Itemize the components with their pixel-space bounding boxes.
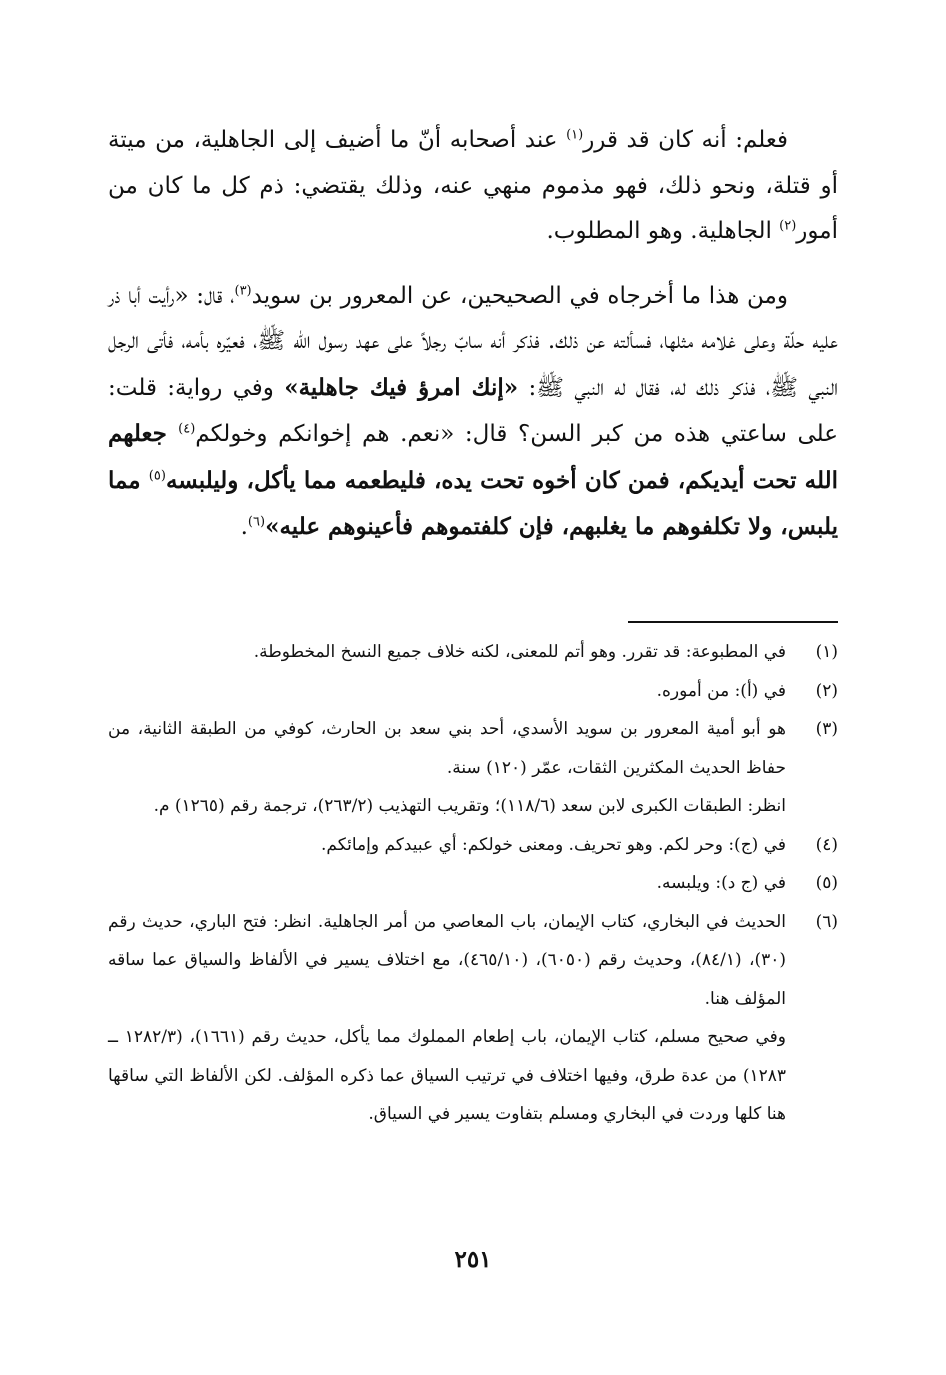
footnote-ref-6: (٦) xyxy=(247,514,266,530)
paragraph-2-text-d: . xyxy=(240,514,248,540)
footnote-paragraph: هو أبو أمية المعرور بن سويد الأسدي، أحد بني سعد بن الحارث، كوفي من الطبقة الثانية، من حفاظ الحديث المكثرين الثقات، عمّر (١٢٠) سنة. xyxy=(108,719,786,778)
footnote-3 xyxy=(108,710,838,826)
paragraph-1-text-c: الجاهلية. وهو المطلوب. xyxy=(546,218,780,244)
hadith-quote-bold-2: جعلهم الله تحت أيديكم، فمن كان أخوه تحت يده، فليطعمه مما يأكل، وليلبسه xyxy=(108,420,838,494)
footnote-number: (٤) xyxy=(815,834,838,855)
main-text xyxy=(108,118,838,551)
footnote-number: (٢) xyxy=(815,680,838,701)
footnote-text xyxy=(108,710,786,826)
paragraph-2 xyxy=(108,274,838,551)
hadith-quote-bold-3: مما يلبس، ولا تكلفوهم ما يغلبهم، فإن كلفتموهم فأعينوهم عليه» xyxy=(108,466,838,540)
footnote-ref-3: (٣) xyxy=(234,282,252,298)
footnote-ref-1: (١) xyxy=(566,127,584,143)
footnote-paragraph: في (ج د): ويلبسه. xyxy=(656,873,786,893)
footnote-text xyxy=(108,672,786,711)
footnote-4 xyxy=(108,826,838,865)
footnote-number: (١) xyxy=(815,642,838,662)
footnote-paragraph: الحديث في البخاري، كتاب الإيمان، باب المعاصي من أمر الجاهلية. انظر: فتح الباري، حديث رقم (٣٠)، (٨٤/١)، وحديث رقم (٦٠٥٠)، (٤٦٥/١٠)، مع اختلاف يسير في الألفاظ والسياق عما ساقه المؤلف هنا. xyxy=(108,911,787,1009)
footnote-paragraph: في المطبوعة: قد تقرر. وهو أتم للمعنى، لكنه خلاف جميع النسخ المخطوطة. xyxy=(253,642,786,662)
paragraph-1-text-a: فعلم: أنه كان قد قرر xyxy=(583,127,788,153)
footnote-paragraph: في (ج): وحر لكم. وهو تحريف. ومعنى خولكم: أي عبيدكم وإمائكم. xyxy=(321,834,786,855)
footnote-ref-2: (٢) xyxy=(779,218,797,234)
footnote-number: (٦) xyxy=(815,911,838,932)
footnote-5 xyxy=(108,864,838,903)
footnote-text xyxy=(108,826,786,865)
footnote-text xyxy=(108,633,786,672)
paragraph-1 xyxy=(108,118,838,255)
paragraph-2-text-b: ، قال: «رأيت أبا ذر عليه حلّة وعلى غلامه مثلها، فسألته عن ذلك. فذكر أنه سابّ رجلاً على عهد رسول الله ﷺ، فعيّره بأمه، فأتى الرجل النبي ﷺ، فذكر ذلك له، فقال له النبي ﷺ: xyxy=(108,282,838,401)
footnote-6 xyxy=(108,903,838,1134)
footnote-separator xyxy=(628,621,838,623)
footnote-ref-4: (٤) xyxy=(178,421,196,437)
footnote-text xyxy=(108,903,786,1134)
footnote-2 xyxy=(108,672,838,711)
footnote-text xyxy=(108,864,786,903)
footnote-number: (٥) xyxy=(815,873,838,893)
paragraph-1-text-b: عند أصحابه أنّ ما أضيف إلى الجاهلية، من ميتة أو قتلة، ونحو ذلك، فهو مذموم منهي عنه، وذلك يقتضي: ذم كل ما كان من أمور xyxy=(108,127,838,244)
hadith-quote-bold-1: «إنك امرؤ فيك جاهلية» xyxy=(284,373,519,401)
footnote-paragraph: انظر: الطبقات الكبرى لابن سعد (١١٨/٦)؛ وتقريب التهذيب (٢٦٣/٢)، ترجمة رقم (١٢٦٥) م. xyxy=(153,796,786,816)
footnote-1 xyxy=(108,633,838,672)
footnotes xyxy=(108,633,838,1134)
footnote-ref-5: (٥) xyxy=(148,467,166,483)
footnote-paragraph: وفي صحيح مسلم، كتاب الإيمان، باب إطعام المملوك مما يأكل، حديث رقم (١٦٦١)، (١٢٨٢/٣ ــ ١٢٨٣) من عدة طرق، وفيها اختلاف في ترتيب السياق عما ذكره المؤلف. لكن الألفاظ التي ساقها هنا كلها وردت في البخاري ومسلم بتفاوت يسير في السياق. xyxy=(108,1027,786,1124)
paragraph-2-text-a: ومن هذا ما أخرجاه في الصحيحين، عن المعرور بن سويد xyxy=(251,282,788,309)
paragraph-2-text-c: وفي رواية: قلت: على ساعتي هذه من كبر السن؟ قال: «نعم. هم إخوانكم وخولكم xyxy=(108,374,839,447)
page-number: ٢٥١ xyxy=(454,1246,492,1273)
footnote-number: (٣) xyxy=(815,719,838,739)
footnote-paragraph: في (أ): من أموره. xyxy=(656,680,786,701)
